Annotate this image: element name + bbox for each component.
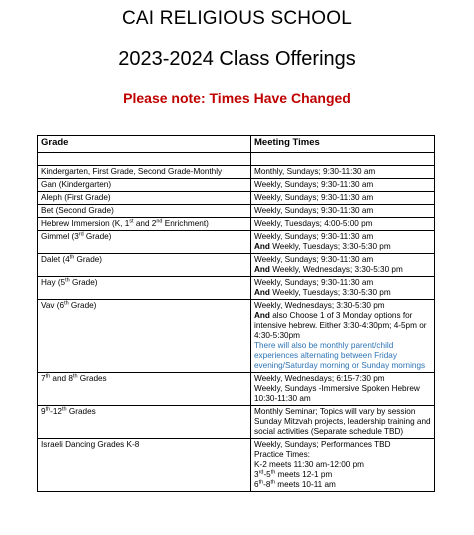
- time-cell: Monthly, Sundays; 9:30-11:30 am: [251, 166, 435, 179]
- table-row-blank: [38, 153, 435, 166]
- school-name: CAI RELIGIOUS SCHOOL: [122, 8, 352, 29]
- grade-cell: Gan (Kindergarten): [38, 179, 251, 192]
- table-row: [38, 231, 435, 254]
- table-row: [38, 277, 435, 300]
- family-experience-note: There will also be monthly parent/child experiences alternating between Friday evening/Saturday morning or Sunday mornings: [254, 341, 426, 370]
- time-cell: Weekly, Tuesdays; 4:00-5:00 pm: [251, 218, 435, 231]
- grade-cell: Dalet (4th Grade): [38, 254, 251, 277]
- time-cell: Weekly, Sundays; 9:30-11:30 am: [251, 179, 435, 192]
- table-row: [38, 205, 435, 218]
- table-row: [38, 218, 435, 231]
- table-row: [38, 439, 435, 492]
- grade-cell: Aleph (First Grade): [38, 192, 251, 205]
- time-cell: Weekly, Sundays; 9:30-11:30 am And Weekly, Wednesdays; 3:30-5:30 pm: [251, 254, 435, 277]
- table-row: [38, 300, 435, 373]
- page-title: 2023-2024 Class Offerings: [118, 48, 356, 70]
- time-cell: Weekly, Sundays; 9:30-11:30 am And Weekly, Tuesdays; 3:30-5:30 pm: [251, 277, 435, 300]
- time-cell: Monthly Seminar; Topics will vary by session Sunday Mitzvah projects, leadership training and social activities (Separate schedule TBD): [251, 406, 435, 439]
- table-header-row: [38, 136, 435, 153]
- grade-column-header: Grade: [38, 136, 251, 153]
- blank-cell: [251, 153, 435, 166]
- grade-cell: Kindergarten, First Grade, Second Grade-Monthly: [38, 166, 251, 179]
- class-offerings-table: [37, 135, 435, 492]
- time-cell: Weekly, Sundays; 9:30-11:30 am: [251, 205, 435, 218]
- time-cell: Weekly, Sundays; Performances TBD Practice Times: K-2 meets 11:30 am-12:00 pm 3rd-5th meets 12-1 pm 6th-8th meets 10-11 am: [251, 439, 435, 492]
- grade-cell: Gimmel (3rd Grade): [38, 231, 251, 254]
- grade-cell: Hay (5th Grade): [38, 277, 251, 300]
- grade-cell: 7th and 8th Grades: [38, 373, 251, 406]
- time-cell: Weekly, Sundays; 9:30-11:30 am: [251, 192, 435, 205]
- table-row: [38, 179, 435, 192]
- grade-cell: Israeli Dancing Grades K-8: [38, 439, 251, 492]
- grade-cell: Bet (Second Grade): [38, 205, 251, 218]
- grade-cell: Hebrew Immersion (K, 1st and 2nd Enrichment): [38, 218, 251, 231]
- table-row: [38, 373, 435, 406]
- table-row: [38, 166, 435, 179]
- grade-cell: Vav (6th Grade): [38, 300, 251, 373]
- meeting-times-column-header: Meeting Times: [251, 136, 435, 153]
- time-cell: Weekly, Wednesdays; 6:15-7:30 pm Weekly, Sundays -Immersive Spoken Hebrew 10:30-11:30 am: [251, 373, 435, 406]
- time-cell: Weekly, Sundays; 9:30-11:30 am And Weekly, Tuesdays; 3:30-5:30 pm: [251, 231, 435, 254]
- grade-cell: 9th-12th Grades: [38, 406, 251, 439]
- times-changed-notice: Please note: Times Have Changed: [123, 90, 351, 106]
- table-row: [38, 254, 435, 277]
- table-row: [38, 406, 435, 439]
- time-cell: Weekly, Wednesdays; 3:30-5:30 pm And also Choose 1 of 3 Monday options for intensive hebrew. Either 3:30-4:30pm; 4-5pm or 4:30-5:30pm There will also be monthly parent/child experiences alternating between Friday evening/Saturday morning or Sunday mornings: [251, 300, 435, 373]
- table-row: [38, 192, 435, 205]
- blank-cell: [38, 153, 251, 166]
